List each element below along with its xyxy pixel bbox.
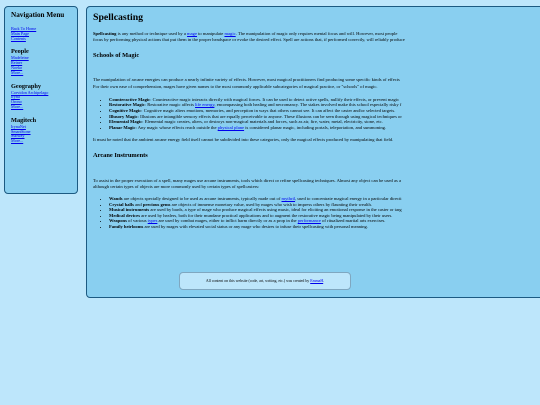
schools-paragraph: [93, 77, 540, 89]
instrument-desc: of ritualized martial arts exercises.: [320, 218, 386, 224]
intro-text-1: is any method or technique used by a: [116, 31, 188, 36]
intro-text-4: focus by performing physical actions that put them in the proper headspace or evoke the desired effect. Spell are actions that, if performed correctly, will reliably produce: [93, 37, 405, 43]
school-desc: : Elemental magic creates, alters, or destroys non-magical materials and forces, such as air, fire, water, metal, electricity, stone, etc.: [142, 119, 383, 125]
sidebar-link-contents[interactable]: Contents: [11, 35, 26, 41]
sidebar-link-people-more[interactable]: More...: [11, 69, 24, 75]
instrument-desc: are used by combat mages, either to inflict harm directly or as a prop in the: [157, 218, 298, 224]
school-name: Planar Magic: [109, 124, 136, 130]
school-name: Elemental Magic: [109, 119, 143, 125]
sidebar-link-reiner[interactable]: Reiner: [11, 60, 23, 66]
instrument-name: precious gems: [142, 201, 171, 207]
instrument-name: Musical instruments: [109, 207, 150, 213]
sidebar-link-subway[interactable]: Subway: [11, 133, 25, 139]
link-life-energy[interactable]: life energy: [195, 102, 215, 108]
school-desc: : Counteractive magic interacts directly with magical forces. It can be used to detect active spells, nullify their effects, or prevent magic: [150, 96, 400, 102]
school-desc: : Illusions are intangible sensory effects that are equally perceivable to anyone. These illusions can be seen through using magical techniques or: [137, 113, 402, 119]
instrument-name: Crystal balls: [109, 201, 134, 207]
schools-text-2: For their own ease of comprehension, mages have given names to the most commonly applicable subcategories of magical practice, or "schools" of magic.: [93, 83, 378, 89]
sidebar-group-people: [11, 48, 77, 75]
link-mythril[interactable]: mythril: [281, 195, 296, 201]
school-name: Illusory Magic: [109, 113, 138, 119]
school-desc: : Restorative magic affects: [144, 102, 196, 108]
schools-text-1: The manipulation of arcane energies can produce a nearly infinite variety of effects. However, most magical practitioners find producing some specific kinds of effects: [93, 77, 400, 83]
intro-text-2: to manipulate: [197, 31, 225, 36]
link-physical-plane[interactable]: physical plane: [217, 124, 245, 130]
instrument-desc: of various: [126, 218, 148, 224]
list-item: [109, 224, 540, 230]
main-content-panel: [86, 6, 540, 298]
schools-list: [93, 97, 540, 131]
sidebar-title: Navigation Menu: [11, 11, 65, 19]
instrument-desc: are objects of immense monetary value, used by mages who wish to impress others by flaunting their wealth.: [170, 201, 373, 207]
instrument-desc: and: [133, 201, 143, 207]
sidebar-link-orono[interactable]: Orono: [11, 99, 22, 105]
schools-note: It must be noted that the ambient arcane energy field itself cannot be subdivided into these categories, only the magical effects produced by manipulating that field.: [93, 137, 394, 143]
instrument-desc: are used by bards, a type of mage who produce magical effects using music, ideal for eliciting an emotional response in the caster or targ: [149, 207, 402, 213]
link-magic[interactable]: magic: [224, 31, 236, 36]
sidebar-heading-magitech: Magitech: [11, 116, 37, 124]
link-mage[interactable]: mage: [187, 31, 197, 36]
footer-author-link[interactable]: EmmaH: [310, 279, 324, 283]
page-title: Spellcasting: [93, 12, 144, 23]
sidebar-link-smartstone[interactable]: SmartStone: [11, 128, 31, 134]
school-desc: , encompassing both healing and necromancy. The stakes involved make this school especially risky f: [214, 102, 402, 108]
school-name: Counteractive Magic: [109, 96, 151, 102]
list-item: [109, 125, 540, 131]
sidebar-link-iryna[interactable]: Iryna: [11, 94, 20, 100]
school-desc: : Any magic whose effects reach outside the: [135, 124, 218, 130]
instrument-name: Weapons: [109, 218, 127, 224]
section-heading-instruments: Arcane Instruments: [93, 151, 148, 159]
school-desc: is considered planar magic, including portals, teleportation, and summoning.: [244, 124, 387, 130]
link-performance[interactable]: performance: [297, 218, 321, 224]
instrument-name: Medical devices: [109, 212, 140, 218]
intro-term: Spellcasting: [93, 31, 117, 36]
sidebar-link-magitech-more[interactable]: More...: [11, 138, 24, 144]
sidebar-link-back-home[interactable]: Back To Home: [11, 26, 37, 31]
instrument-desc: , used to concentrate magical energy in a particular directi: [295, 195, 402, 201]
school-desc: : Cognitive magic alters emotions, memories, and perception in ways that others cannot see. It can affect the caster and/or selected targets.: [141, 108, 396, 113]
instruments-list: [93, 196, 540, 230]
sidebar-link-main-page[interactable]: Main Page: [11, 30, 30, 36]
section-heading-schools: Schools of Magic: [93, 52, 140, 60]
instruments-paragraph: [93, 178, 540, 190]
intro-text-3: . The manipulation of magic only requires mental focus and will. However, most people: [235, 31, 398, 36]
instrument-desc: are used by mages with elevated social status or any mage who desires to infuse their spellcasting with personal meaning.: [143, 223, 368, 229]
link-types[interactable]: types: [147, 218, 158, 224]
footer-end: .: [323, 279, 325, 283]
intro-paragraph: [93, 31, 540, 43]
sidebar-link-noeko[interactable]: Noeko: [11, 64, 23, 70]
sidebar-heading-people: People: [11, 48, 29, 56]
sidebar-link-geography-more[interactable]: More...: [11, 103, 24, 109]
sidebar-link-irynanet[interactable]: IrynaNet: [11, 123, 26, 129]
sidebar-link-madeleine[interactable]: Madeleine: [11, 55, 29, 61]
sidebar-link-corvidon[interactable]: Corvidon Archipelago: [11, 89, 49, 95]
instruments-text-2: although certain types of objects are more commonly used by certain types of spellcasters:: [93, 183, 260, 189]
instrument-name: Wands: [109, 195, 123, 201]
sidebar-group-magitech: [11, 117, 77, 144]
sidebar-group-geography: [11, 83, 77, 110]
instrument-desc: are used by healers, both for their mundane practical applications and to augment the restorative magic being manipulated by their users.: [140, 212, 393, 218]
school-name: Cognitive Magic: [109, 108, 142, 113]
sidebar-group-main: [11, 27, 77, 41]
instrument-name: Family heirlooms: [109, 223, 144, 229]
sidebar-heading-geography: Geography: [11, 82, 42, 90]
school-name: Restorative Magic: [109, 102, 145, 108]
footer-text: All content on this website (code, art, writing, etc.) was created by: [205, 279, 311, 283]
sidebar-navigation: [4, 6, 78, 194]
instruments-text-1: To assist in the proper execution of a spell, many mages use arcane instruments, tools which direct or refine spellcasting techniques. Almost any object can be used as a: [93, 177, 402, 183]
instrument-desc: are objects specially designed to be used as arcane instruments, typically made out of: [122, 195, 282, 201]
footer-credits: [179, 272, 351, 290]
